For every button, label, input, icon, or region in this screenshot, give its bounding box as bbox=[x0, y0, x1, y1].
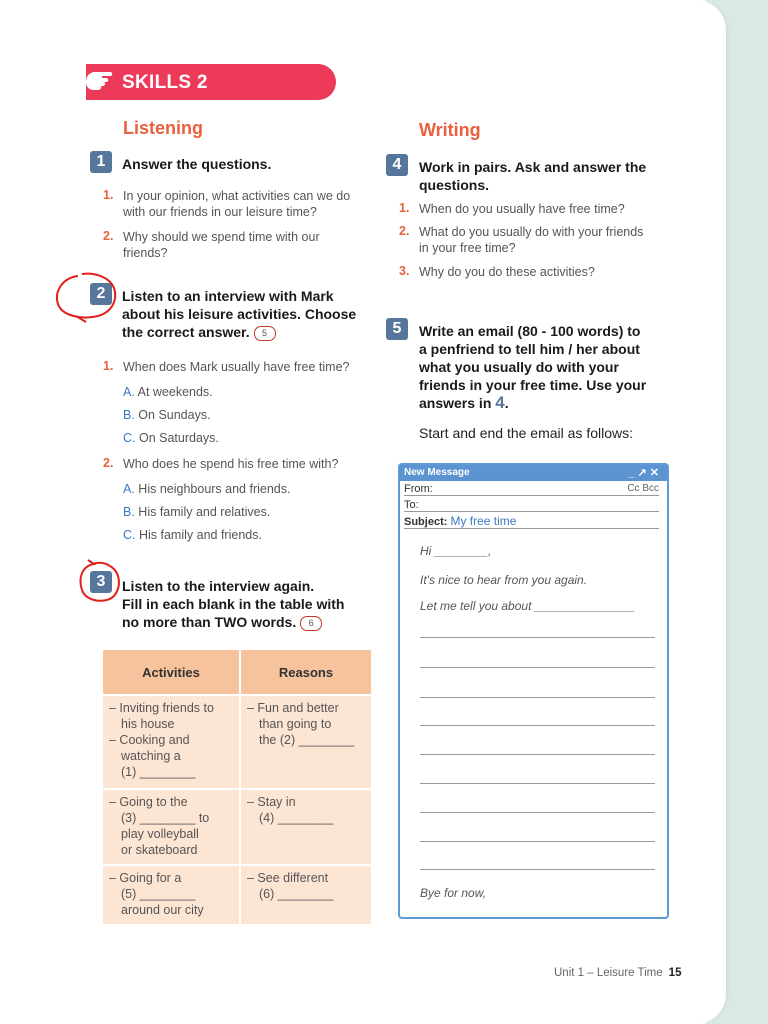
question-text: When does Mark usually have free time? bbox=[123, 360, 350, 374]
writing-line bbox=[420, 637, 655, 638]
page-number: 15 bbox=[668, 967, 682, 979]
pointing-hand-icon bbox=[84, 68, 114, 96]
audio-track-badge[interactable]: 6 bbox=[300, 616, 322, 631]
question-number: 1. bbox=[103, 359, 114, 373]
activities-table bbox=[103, 650, 371, 924]
question-number: 2. bbox=[103, 456, 114, 470]
task-1-title: Answer the questions. bbox=[122, 156, 272, 172]
task-4-number: 4 bbox=[386, 154, 408, 176]
task-2-title bbox=[122, 287, 356, 341]
question-number: 3. bbox=[399, 264, 410, 278]
task-2-line: the correct answer. 5 bbox=[122, 323, 356, 341]
table-cell: – Fun and better than going to the (2) ________ bbox=[240, 695, 371, 789]
task-4-line: questions. bbox=[419, 177, 490, 193]
question-line: In your opinion, what activities can we do bbox=[123, 189, 351, 203]
task-4-line: Work in pairs. Ask and answer the bbox=[419, 159, 647, 175]
table-header: Activities bbox=[103, 650, 240, 695]
writing-line bbox=[420, 754, 655, 755]
table-cell: – Going for a (5) ________ around our city bbox=[103, 865, 240, 924]
writing-line bbox=[420, 783, 655, 784]
email-closing: Bye for now, bbox=[420, 886, 487, 900]
writing-line bbox=[420, 869, 655, 870]
listening-heading: Listening bbox=[123, 118, 203, 138]
question-line: What do you usually do with your friends bbox=[419, 225, 644, 239]
option: C. On Saturdays. bbox=[123, 431, 219, 445]
email-from-field[interactable]: From: Cc Bcc bbox=[404, 483, 659, 495]
question-line: in your free time? bbox=[419, 241, 516, 255]
question-text: Who does he spend his free time with? bbox=[123, 457, 339, 471]
skills-title: SKILLS 2 bbox=[122, 72, 208, 93]
task-2-line: Listen to an interview with Mark bbox=[122, 288, 334, 304]
unit-label: Unit 1 – Leisure Time bbox=[554, 967, 663, 979]
writing-line bbox=[420, 667, 655, 668]
option: A. His neighbours and friends. bbox=[123, 482, 291, 496]
cc-bcc-link[interactable]: Cc Bcc bbox=[627, 483, 659, 494]
writing-line bbox=[420, 725, 655, 726]
page-edge bbox=[686, 0, 726, 1024]
handwritten-circle-mark bbox=[52, 270, 124, 324]
email-to-field[interactable]: To: bbox=[404, 499, 659, 512]
email-line: It's nice to hear from you again. bbox=[420, 573, 588, 587]
handwritten-circle-mark bbox=[74, 556, 126, 608]
table-cell: – See different (6) ________ bbox=[240, 865, 371, 924]
table-cell: – Going to the (3) ________ to play volleyball or skateboard bbox=[103, 789, 240, 865]
task-3-title bbox=[122, 577, 344, 631]
option: B. On Sundays. bbox=[123, 408, 211, 422]
task-4-title bbox=[419, 158, 646, 194]
writing-line bbox=[420, 697, 655, 698]
question-number: 1. bbox=[399, 201, 410, 215]
task-3-number: 3 bbox=[90, 571, 112, 593]
writing-line bbox=[420, 812, 655, 813]
audio-track-badge[interactable]: 5 bbox=[254, 326, 276, 341]
option: C. His family and friends. bbox=[123, 528, 262, 542]
question-line: Why should we spend time with our bbox=[123, 230, 320, 244]
task-1-number: 1 bbox=[90, 151, 112, 173]
page-footer bbox=[554, 967, 681, 979]
table-cell: – Stay in (4) ________ bbox=[240, 789, 371, 865]
email-title-bar bbox=[400, 465, 667, 481]
writing-heading: Writing bbox=[419, 120, 481, 140]
task-5-title: Write an email (80 - 100 words) to a penfriend to tell him / her about what you usually do with your friends in your free time. Use your answers in 4. bbox=[419, 323, 647, 412]
skills-banner bbox=[86, 64, 336, 100]
question-number: 2. bbox=[399, 224, 410, 238]
email-title: New Message bbox=[404, 467, 470, 478]
table-header: Reasons bbox=[240, 650, 371, 695]
task-3-line: no more than TWO words. 6 bbox=[122, 613, 344, 631]
table-row bbox=[103, 865, 371, 924]
email-greeting: Hi ________, bbox=[420, 544, 492, 558]
task-5-instruction: Start and end the email as follows: bbox=[419, 425, 634, 441]
question-number: 1. bbox=[103, 188, 114, 202]
writing-line bbox=[420, 841, 655, 842]
table-row bbox=[103, 789, 371, 865]
email-line: Let me tell you about _______________ bbox=[420, 599, 635, 613]
window-controls-icon[interactable]: _ ↗ ✕ bbox=[628, 467, 659, 479]
table-cell: – Inviting friends to his house – Cooking and watching a (1) ________ bbox=[103, 695, 240, 789]
question-line: friends? bbox=[123, 246, 168, 260]
email-window bbox=[398, 463, 669, 919]
email-subject-field[interactable]: Subject: My free time bbox=[404, 514, 659, 529]
question-line: Why do you do these activities? bbox=[419, 265, 595, 279]
option: A. At weekends. bbox=[123, 385, 213, 399]
task-3-line: Fill in each blank in the table with bbox=[122, 596, 345, 612]
task-2-line: about his leisure activities. Choose bbox=[122, 306, 357, 322]
question-number: 2. bbox=[103, 229, 114, 243]
question-line: When do you usually have free time? bbox=[419, 202, 625, 216]
option: B. His family and relatives. bbox=[123, 505, 271, 519]
task-5-number: 5 bbox=[386, 318, 408, 340]
question-line: with our friends in our leisure time? bbox=[123, 205, 317, 219]
task-3-line: Listen to the interview again. bbox=[122, 578, 315, 594]
table-row bbox=[103, 695, 371, 789]
task-2-number: 2 bbox=[90, 283, 112, 305]
